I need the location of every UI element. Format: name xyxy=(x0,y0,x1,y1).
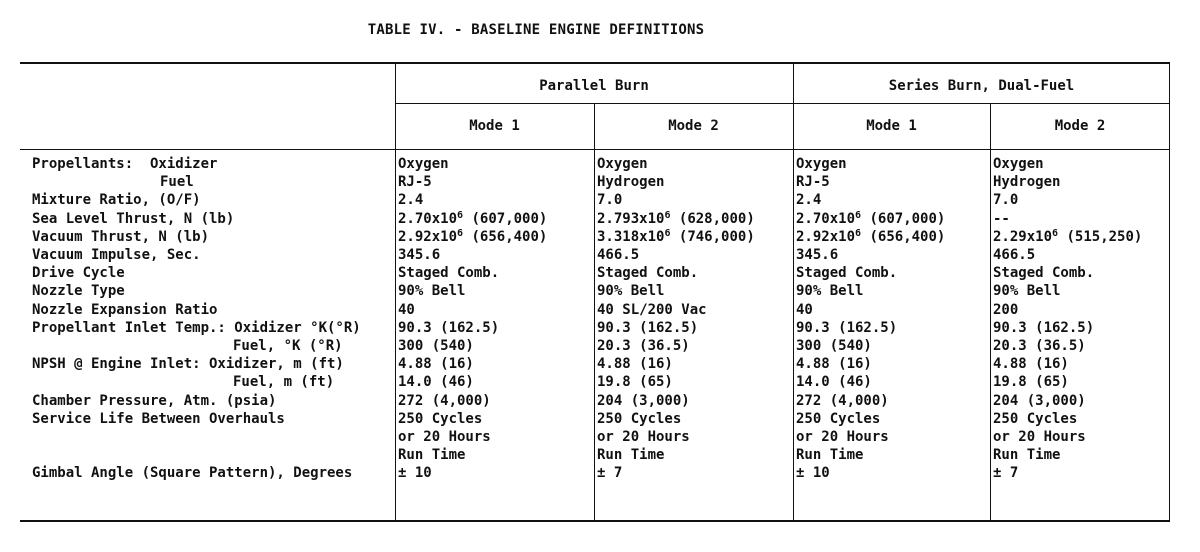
table-cell: 90% Bell xyxy=(597,283,665,300)
cell-value: (628,000) xyxy=(670,210,755,227)
row-label: Nozzle Type xyxy=(32,283,125,300)
table-cell: 4.88 (16) xyxy=(398,356,474,373)
row-label: Gimbal Angle (Square Pattern), Degrees xyxy=(32,465,353,482)
table-cell: 2.4 xyxy=(398,192,424,209)
row-label: Propellant Inlet Temp.: Oxidizer °K(°R) xyxy=(32,319,361,336)
row-label: Drive Cycle xyxy=(32,265,125,282)
table-cell: 7.0 xyxy=(597,192,623,209)
row-label: Fuel xyxy=(160,174,194,191)
cell-exponent: 6 xyxy=(457,227,464,239)
row-label: Propellants: Oxidizer xyxy=(32,156,218,172)
table-cell: 4.88 (16) xyxy=(796,356,872,373)
table-cell: Hydrogen xyxy=(597,174,665,191)
table-cell: Run Time xyxy=(597,447,665,464)
row-label: Fuel, °K (°R) xyxy=(233,338,343,354)
cell-exponent: 6 xyxy=(1052,227,1059,239)
table-cell: 90.3 (162.5) xyxy=(993,319,1095,336)
table-cell xyxy=(993,229,1142,245)
table-cell xyxy=(398,229,547,245)
table-cell: or 20 Hours xyxy=(993,429,1086,445)
engine-definitions-table xyxy=(20,62,1170,522)
group-header-series-burn: Series Burn, Dual-Fuel xyxy=(888,78,1075,94)
cell-value: 2.92x10 xyxy=(796,228,856,245)
cell-exponent: 6 xyxy=(855,209,862,221)
table-cell: RJ-5 xyxy=(796,174,830,191)
mode-header: Mode 2 xyxy=(668,118,719,134)
table-cell: 19.8 (65) xyxy=(597,374,673,391)
cell-value: (746,000) xyxy=(670,228,755,245)
row-label: NPSH @ Engine Inlet: Oxidizer, m (ft) xyxy=(32,356,344,373)
table-cell: 4.88 (16) xyxy=(993,356,1069,373)
table-cell: 90% Bell xyxy=(993,283,1061,300)
table-cell: 250 Cycles xyxy=(796,410,881,427)
table-cell: 40 xyxy=(398,301,415,318)
table-cell xyxy=(597,229,755,245)
table-cell: ± 7 xyxy=(597,465,623,482)
cell-value: (515,250) xyxy=(1058,228,1143,245)
cell-value: 2.92x10 xyxy=(398,228,458,245)
table-cell: 250 Cycles xyxy=(993,410,1078,427)
table-cell: 90% Bell xyxy=(796,283,864,300)
table-cell: or 20 Hours xyxy=(597,429,690,445)
table-cell xyxy=(398,211,547,227)
row-label: Fuel, m (ft) xyxy=(233,374,335,391)
cell-value: 3.318x10 xyxy=(597,228,665,245)
table-cell: or 20 Hours xyxy=(796,429,889,445)
cell-value: (607,000) xyxy=(861,210,946,227)
table-cell: 345.6 xyxy=(796,247,839,263)
row-label: Sea Level Thrust, N (lb) xyxy=(32,210,235,227)
table-cell: 7.0 xyxy=(993,192,1019,209)
table-cell: Oxygen xyxy=(993,156,1044,172)
table-cell: 2.4 xyxy=(796,192,822,209)
table-cell: Staged Comb. xyxy=(993,265,1095,282)
header-bottom-rule xyxy=(20,149,1170,150)
table-cell: 272 (4,000) xyxy=(398,392,491,409)
table-cell: 90.3 (162.5) xyxy=(398,319,500,336)
table-cell: 90.3 (162.5) xyxy=(796,319,898,336)
table-cell: Oxygen xyxy=(398,156,449,172)
column-divider xyxy=(990,103,991,520)
table-cell: 204 (3,000) xyxy=(993,392,1086,409)
table-cell: ± 10 xyxy=(796,465,830,482)
row-label: Nozzle Expansion Ratio xyxy=(32,301,218,318)
table-cell: Staged Comb. xyxy=(398,265,500,282)
table-cell: or 20 Hours xyxy=(398,429,491,445)
row-label: Mixture Ratio, (O/F) xyxy=(32,192,201,209)
table-cell: 90% Bell xyxy=(398,283,466,300)
table-cell: 20.3 (36.5) xyxy=(597,338,690,354)
table-cell: 200 xyxy=(993,301,1019,318)
cell-exponent: 6 xyxy=(664,209,671,221)
cell-value: (607,000) xyxy=(463,210,548,227)
table-cell: Run Time xyxy=(796,447,864,464)
table-cell: ± 10 xyxy=(398,465,432,482)
table-cell: 14.0 (46) xyxy=(398,374,474,391)
mode-header: Mode 2 xyxy=(1054,118,1106,134)
table-cell: 19.8 (65) xyxy=(993,374,1069,391)
table-cell: 4.88 (16) xyxy=(597,356,673,373)
cell-value: 2.70x10 xyxy=(398,210,458,227)
table-cell: 20.3 (36.5) xyxy=(993,338,1086,354)
cell-exponent: 6 xyxy=(855,227,862,239)
mode-header: Mode 1 xyxy=(866,118,917,134)
table-cell xyxy=(796,229,945,245)
table-cell: 40 xyxy=(796,301,813,318)
cell-value: 2.70x10 xyxy=(796,210,856,227)
table-cell xyxy=(597,211,755,227)
cell-value: 2.793x10 xyxy=(597,210,665,227)
table-cell: 466.5 xyxy=(597,247,640,263)
table-cell: 40 SL/200 Vac xyxy=(597,301,707,318)
table-cell: Oxygen xyxy=(796,156,847,172)
cell-value: (656,400) xyxy=(463,228,548,245)
mode-header: Mode 1 xyxy=(469,118,520,134)
table-cell: Run Time xyxy=(993,447,1061,464)
group-header-rule xyxy=(395,103,1170,104)
table-cell: 250 Cycles xyxy=(597,410,682,427)
cell-value: 2.29x10 xyxy=(993,228,1053,245)
table-cell: Oxygen xyxy=(597,156,648,172)
table-cell: 272 (4,000) xyxy=(796,392,889,409)
table-cell xyxy=(796,211,945,227)
table-cell: -- xyxy=(993,210,1010,227)
row-label: Service Life Between Overhauls xyxy=(32,410,285,427)
cell-value: (656,400) xyxy=(861,228,946,245)
table-cell: 300 (540) xyxy=(796,338,872,354)
row-label: Vacuum Impulse, Sec. xyxy=(32,247,201,263)
table-cell: 90.3 (162.5) xyxy=(597,319,699,336)
table-cell: Run Time xyxy=(398,447,466,464)
group-header-parallel-burn: Parallel Burn xyxy=(539,78,649,94)
table-title: TABLE IV. - BASELINE ENGINE DEFINITIONS xyxy=(367,22,705,38)
row-label: Vacuum Thrust, N (lb) xyxy=(32,228,210,245)
cell-exponent: 6 xyxy=(457,209,464,221)
table-cell: 204 (3,000) xyxy=(597,392,690,409)
table-cell: 466.5 xyxy=(993,247,1036,263)
column-divider xyxy=(594,103,595,520)
table-cell: 300 (540) xyxy=(398,338,474,354)
table-cell: ± 7 xyxy=(993,465,1019,482)
table-cell: Hydrogen xyxy=(993,174,1061,191)
row-label: Chamber Pressure, Atm. (psia) xyxy=(32,392,277,409)
table-cell: 345.6 xyxy=(398,247,441,263)
table-cell: Staged Comb. xyxy=(597,265,699,282)
table-cell: RJ-5 xyxy=(398,174,432,191)
table-cell: 250 Cycles xyxy=(398,410,483,427)
table-cell: 14.0 (46) xyxy=(796,374,872,391)
cell-exponent: 6 xyxy=(664,227,671,239)
table-cell: Staged Comb. xyxy=(796,265,898,282)
